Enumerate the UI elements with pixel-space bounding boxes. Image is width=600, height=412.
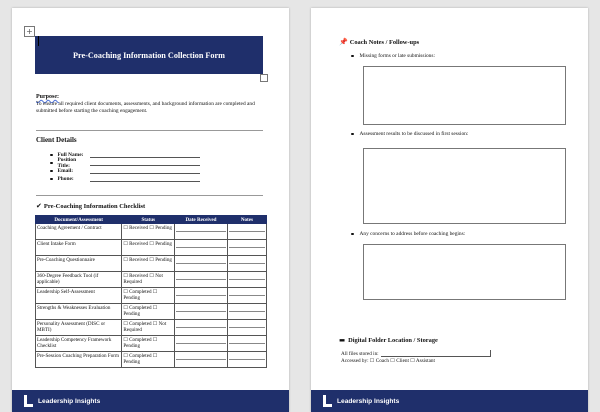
table-row	[36, 352, 267, 368]
folder-icon: ▬	[339, 336, 346, 344]
note-prompt: Any concerns to address before coaching begins:	[359, 231, 466, 237]
phone-field[interactable]	[90, 176, 200, 182]
note-prompt: Missing forms or late submissions:	[359, 53, 435, 59]
page-footer	[311, 390, 588, 412]
table-row	[36, 256, 267, 272]
status-cell[interactable]: ☐ Received ☐ Pending	[122, 240, 175, 256]
list-item	[351, 131, 468, 137]
date-received-cell[interactable]	[175, 240, 228, 256]
table-move-handle[interactable]: +	[24, 26, 35, 37]
table-row	[36, 240, 267, 256]
document-cell: Client Intake Form	[36, 240, 122, 256]
status-cell[interactable]: ☐ Completed ☐ Not Required	[122, 320, 175, 336]
table-row	[36, 336, 267, 352]
bullet-icon	[50, 170, 53, 173]
bullet-icon	[351, 55, 354, 58]
list-item	[50, 159, 200, 167]
date-received-cell[interactable]	[175, 272, 228, 288]
date-received-cell[interactable]	[175, 336, 228, 352]
document-cell: 360-Degree Feedback Tool (if applicable)	[36, 272, 122, 288]
coach-notes-heading-row	[339, 38, 419, 46]
document-cell: Strengths & Weaknesses Evaluation	[36, 304, 122, 320]
page-footer	[12, 390, 289, 412]
divider	[36, 195, 263, 196]
date-received-cell[interactable]	[175, 304, 228, 320]
document-cell: Leadership Self-Assessment	[36, 288, 122, 304]
table-row	[36, 272, 267, 288]
leadership-logo-icon	[24, 395, 34, 407]
form-title: Pre-Coaching Information Collection Form	[73, 50, 225, 60]
document-cell: Pre-Coaching Questionnaire	[36, 256, 122, 272]
table-resize-handle[interactable]	[260, 74, 268, 82]
column-header: Document/Assessment	[36, 216, 122, 224]
checklist-heading: Pre-Coaching Information Checklist	[43, 203, 146, 210]
notes-cell[interactable]	[227, 352, 266, 368]
footer-brand: Leadership Insights	[337, 397, 400, 405]
leadership-logo-icon	[323, 395, 333, 407]
client-details-heading: Client Details	[36, 136, 77, 144]
position-title-field[interactable]	[90, 160, 200, 166]
notes-cell[interactable]	[227, 304, 266, 320]
checklist-heading-row	[36, 203, 145, 210]
check-icon: ✔	[36, 202, 42, 210]
coach-notes-heading: Coach Notes / Follow-ups	[349, 38, 420, 46]
column-header: Status	[122, 216, 175, 224]
document-cell: Pre-Session Coaching Preparation Form	[36, 352, 122, 368]
date-received-cell[interactable]	[175, 288, 228, 304]
checklist-table	[35, 215, 267, 368]
status-cell[interactable]: ☐ Completed ☐ Pending	[122, 352, 175, 368]
status-cell[interactable]: ☐ Received ☐ Not Required	[122, 272, 175, 288]
table-row	[36, 320, 267, 336]
date-received-cell[interactable]	[175, 352, 228, 368]
files-stored-row	[341, 350, 491, 357]
storage-location-field[interactable]	[381, 350, 491, 357]
status-cell[interactable]: ☐ Completed ☐ Pending	[122, 304, 175, 320]
status-cell[interactable]: ☐ Received ☐ Pending	[122, 256, 175, 272]
bullet-icon	[351, 233, 354, 236]
field-label: Position Title:	[57, 157, 77, 169]
table-row	[36, 224, 267, 240]
digital-folder-heading: Digital Folder Location / Storage	[348, 336, 438, 344]
assessment-results-notes-box[interactable]	[363, 148, 566, 224]
missing-forms-notes-box[interactable]	[363, 66, 566, 125]
bullet-icon	[50, 178, 53, 181]
bullet-icon	[351, 133, 354, 136]
text-cursor	[38, 36, 39, 46]
notes-cell[interactable]	[227, 288, 266, 304]
list-item	[351, 53, 435, 59]
table-row	[36, 304, 267, 320]
date-received-cell[interactable]	[175, 320, 228, 336]
digital-folder-heading-row	[339, 336, 438, 344]
list-item	[50, 167, 200, 175]
bullet-icon	[50, 162, 53, 165]
note-prompt: Assessment results to be discussed in first session:	[359, 131, 469, 137]
field-label: Phone:	[57, 176, 74, 182]
field-label: Full Name:	[57, 152, 84, 158]
divider	[36, 130, 263, 131]
date-received-cell[interactable]	[175, 256, 228, 272]
form-title-banner	[35, 36, 263, 74]
status-cell[interactable]: ☐ Received ☐ Pending	[122, 224, 175, 240]
document-page-2	[311, 8, 588, 412]
full-name-field[interactable]	[90, 152, 200, 158]
document-cell: Coaching Agreement / Contract	[36, 224, 122, 240]
stored-label: All files stored in:	[341, 350, 379, 357]
email-field[interactable]	[90, 168, 200, 174]
client-details-list	[50, 151, 200, 183]
status-cell[interactable]: ☐ Completed ☐ Pending	[122, 336, 175, 352]
document-page-1	[12, 8, 289, 412]
date-received-cell[interactable]	[175, 224, 228, 240]
list-item	[351, 231, 465, 237]
purpose-heading: Purpose:	[36, 94, 59, 100]
accessed-by-row[interactable]: Accessed by: ☐ Coach ☐ Client ☐ Assistant	[341, 358, 435, 364]
list-item	[50, 175, 200, 183]
field-label: Email:	[57, 168, 74, 174]
bullet-icon	[50, 154, 53, 157]
notes-cell[interactable]	[227, 256, 266, 272]
concerns-notes-box[interactable]	[363, 244, 566, 300]
document-cell: Leadership Competency Framework Checklist	[36, 336, 122, 352]
notes-cell[interactable]	[227, 336, 266, 352]
notes-cell[interactable]	[227, 240, 266, 256]
column-header: Notes	[227, 216, 266, 224]
document-cell: Personality Assessment (DISC or MBTI)	[36, 320, 122, 336]
column-header: Date Received	[175, 216, 228, 224]
notes-cell[interactable]	[227, 272, 266, 288]
table-row	[36, 288, 267, 304]
pin-icon: 📌	[339, 38, 348, 46]
notes-cell[interactable]	[227, 320, 266, 336]
footer-brand: Leadership Insights	[38, 397, 101, 405]
notes-cell[interactable]	[227, 224, 266, 240]
purpose-text: To ensure all required client documents, assessments, and background information are completed and submitted before starting the coaching engagement.	[36, 101, 255, 114]
status-cell[interactable]: ☐ Completed ☐ Pending	[122, 288, 175, 304]
